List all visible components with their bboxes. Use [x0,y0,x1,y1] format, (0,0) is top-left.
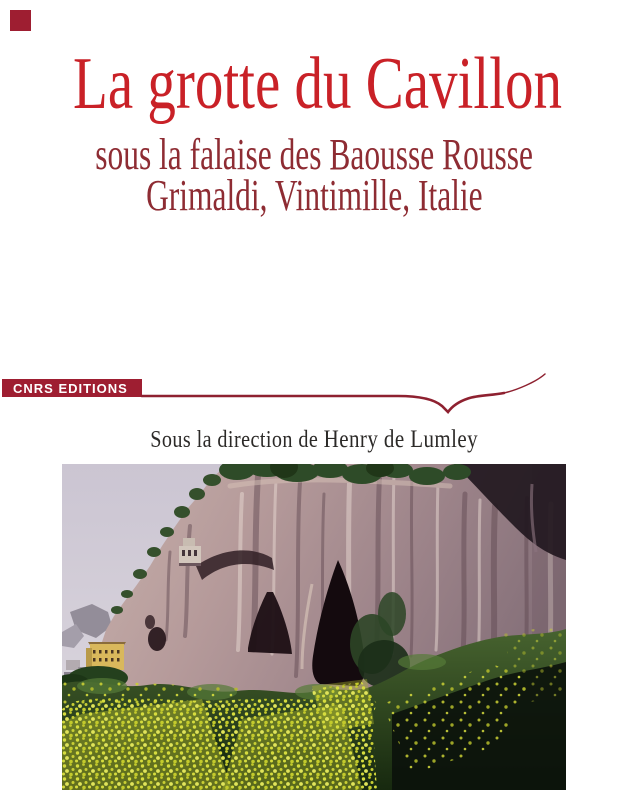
book-title [0,43,629,125]
cover-photo [62,464,566,790]
byline-prefix: Sous la direction de [150,427,325,453]
byline [0,427,629,452]
subtitle-line-2: Grimaldi, Vintimille, Italie [146,171,483,220]
book-title-text: La grotte du Cavillon [73,43,563,125]
publisher-label: CNRS EDITIONS [13,380,128,396]
director-name: Henry de Lumley [324,426,479,453]
swoosh-main-stroke [142,393,504,412]
swoosh-flourish-icon [140,366,552,418]
photo-cave-small-2 [145,615,155,629]
swoosh-tail-stroke [504,374,545,393]
corner-red-square [10,10,31,31]
publisher-banner [2,379,142,397]
photo-cave-small [148,627,166,651]
photo-yellow-building [86,642,126,670]
subtitle-line-1: sous la falaise des Baousse Rousse [95,130,534,179]
